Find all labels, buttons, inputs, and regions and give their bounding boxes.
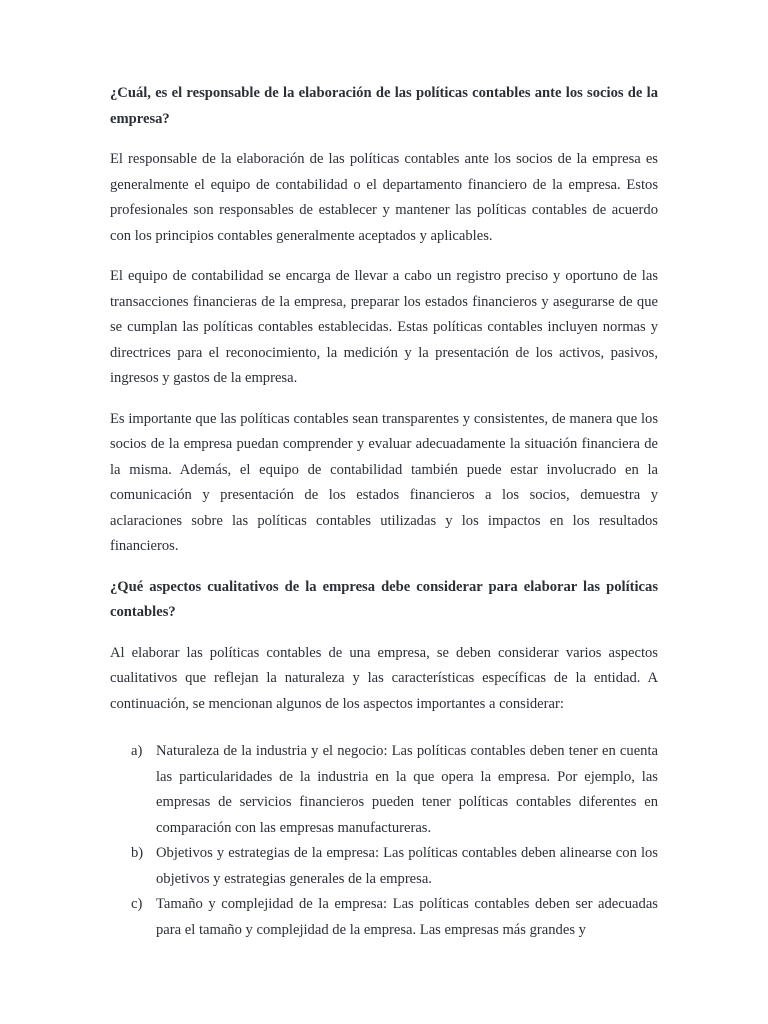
list-item [110,841,658,892]
section-1-paragraph-1: El responsable de la elaboración de las políticas contables ante los socios de la empresa es generalmente el equipo de contabilidad o el departamento financiero de la empresa. Estos profesionales son responsables de establecer y mantener las políticas contables de acuerdo con los principios contables generalmente aceptados y aplicables. [110,151,658,244]
section-1-paragraph-2: El equipo de contabilidad se encarga de llevar a cabo un registro preciso y oportuno de las transacciones financieras de la empresa, preparar los estados financieros y asegurarse de que se cumplan las políticas contables establecidas. Estas políticas contables incluyen normas y directrices para el reconocimiento, la medición y la presentación de los activos, pasivos, ingresos y gastos de la empresa. [110,268,658,386]
list-item [110,892,658,943]
section-1-heading: ¿Cuál, es el responsable de la elaboración de las políticas contables ante los socios de la empresa? [110,85,658,127]
list-item-marker: a) [131,743,143,759]
list-item-text: Tamaño y complejidad de la empresa: Las políticas contables deben ser adecuadas para el tamaño y complejidad de la empresa. Las empresas más grandes y [156,896,658,938]
section-2-paragraph-1: Al elaborar las políticas contables de una empresa, se deben considerar varios aspectos cualitativos que reflejan la naturaleza y las características específicas de la entidad. A continuación, se mencionan algunos de los aspectos importantes a considerar: [110,644,658,712]
list-item-marker: b) [131,845,144,861]
aspects-list [110,739,658,943]
list-item-text: Naturaleza de la industria y el negocio: Las políticas contables deben tener en cuenta las particularidades de la industria en la que opera la empresa. Por ejemplo, las empresas de servicios financieros pueden tener políticas contables diferentes en comparación con las empresas manufactureras. [156,743,658,836]
list-item [110,739,658,841]
list-item-text: Objetivos y estrategias de la empresa: Las políticas contables deben alinearse con los objetivos y estrategias generales de la empresa. [156,845,658,887]
section-2-heading: ¿Qué aspectos cualitativos de la empresa debe considerar para elaborar las políticas contables? [110,578,658,620]
section-1-paragraph-3: Es importante que las políticas contables sean transparentes y consistentes, de manera que los socios de la empresa puedan comprender y evaluar adecuadamente la situación financiera de la misma. Además, el equipo de contabilidad también puede estar involucrado en la comunicación y presentación de los estados financieros a los socios, demuestra y aclaraciones sobre las políticas contables utilizadas y los impactos en los resultados financieros. [110,410,658,554]
list-item-marker: c) [131,896,143,912]
